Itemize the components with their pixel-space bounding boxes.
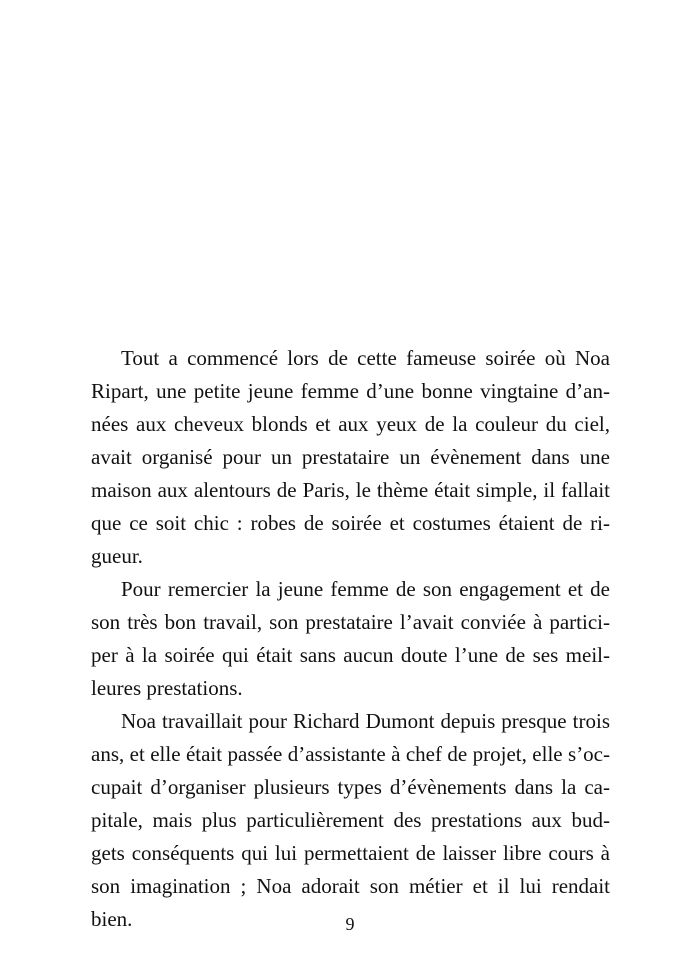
body-text [91, 342, 610, 936]
text-line: son imagination ; Noa adorait son métier et il lui rendait [91, 874, 610, 898]
text-line: que ce soit chic : robes de soirée et costumes étaient de ri- [91, 511, 610, 535]
text-line: son très bon travail, son prestataire l’avait conviée à partici- [91, 610, 610, 634]
text-line: bien. [91, 907, 133, 931]
text-line: gueur. [91, 544, 143, 568]
text-line: gets conséquents qui lui permettaient de laisser libre cours à [91, 841, 610, 865]
text-line: avait organisé pour un prestataire un évènement dans une [91, 445, 610, 469]
text-line: pitale, mais plus particulièrement des prestations aux bud- [91, 808, 610, 832]
text-line: nées aux cheveux blonds et aux yeux de la couleur du ciel, [91, 412, 610, 436]
paragraph-3 [91, 705, 610, 936]
text-line: maison aux alentours de Paris, le thème était simple, il fallait [91, 478, 610, 502]
text-line: ans, et elle était passée d’assistante à chef de projet, elle s’oc- [91, 742, 610, 766]
text-line: Ripart, une petite jeune femme d’une bonne vingtaine d’an- [91, 379, 610, 403]
paragraph-2 [91, 573, 610, 705]
text-line: leures prestations. [91, 676, 243, 700]
text-line: Tout a commencé lors de cette fameuse soirée où Noa [121, 346, 610, 370]
paragraph-1 [91, 342, 610, 573]
text-line: Noa travaillait pour Richard Dumont depuis presque trois [121, 709, 610, 733]
page-number: 9 [345, 914, 355, 934]
text-line: per à la soirée qui était sans aucun doute l’une de ses meil- [91, 643, 610, 667]
text-line: Pour remercier la jeune femme de son engagement et de [121, 577, 610, 601]
text-line: cupait d’organiser plusieurs types d’évènements dans la ca- [91, 775, 610, 799]
